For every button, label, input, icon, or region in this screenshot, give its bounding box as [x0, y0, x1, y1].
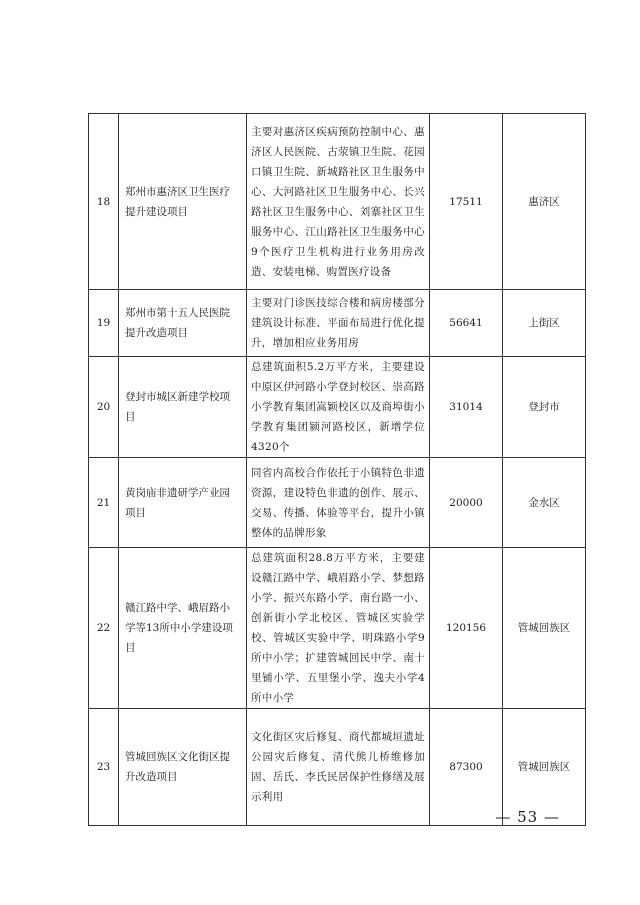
district: 惠济区	[503, 114, 586, 290]
project-content: 主要对门诊医技综合楼和病房楼部分建筑设计标准、平面布局进行优化提升，增加相应业务用房	[247, 290, 430, 357]
row-number: 21	[89, 458, 119, 548]
project-table	[88, 113, 586, 826]
investment-amount: 17511	[430, 114, 503, 290]
table-row	[89, 548, 586, 709]
row-number: 19	[89, 290, 119, 357]
row-number: 18	[89, 114, 119, 290]
page-number: — 53 —	[495, 808, 560, 826]
district: 金水区	[503, 458, 586, 548]
district: 上街区	[503, 290, 586, 357]
investment-amount: 120156	[430, 548, 503, 709]
project-name: 赣江路中学、峨眉路小学等13所中小学建设项目	[119, 548, 247, 709]
project-content: 总建筑面积28.8万平方米，主要建设赣江路中学、峨眉路小学、梦想路小学、振兴东路小学、南台路一小、创新街小学北校区、管城区实验学校、管城区实验中学、明珠路小学9所中小学；扩建管城回民中学、南十里铺小学、五里堡小学、逸夫小学4所中小学	[247, 548, 430, 709]
row-number: 22	[89, 548, 119, 709]
investment-amount: 20000	[430, 458, 503, 548]
table-row	[89, 114, 586, 290]
project-content: 同省内高校合作依托于小镇特色非遗资源，建设特色非遗的创作、展示、交易、传播、体验等平台，提升小镇整体的品牌形象	[247, 458, 430, 548]
project-content: 总建筑面积5.2万平方米，主要建设中原区伊河路小学登封校区、崇高路小学教育集团嵩颖校区以及商埠街小学教育集团颍河路校区，新增学位4320个	[247, 357, 430, 458]
investment-amount: 56641	[430, 290, 503, 357]
table-row	[89, 290, 586, 357]
row-number: 20	[89, 357, 119, 458]
table-row	[89, 357, 586, 458]
project-name: 郑州市惠济区卫生医疗提升建设项目	[119, 114, 247, 290]
investment-amount: 31014	[430, 357, 503, 458]
project-name: 黄岗庙非遗研学产业园项目	[119, 458, 247, 548]
project-name: 登封市城区新建学校项目	[119, 357, 247, 458]
project-content: 主要对惠济区疾病预防控制中心、惠济区人民医院、古荥镇卫生院、花园口镇卫生院、新城路社区卫生服务中心、大河路社区卫生服务中心、长兴路社区卫生服务中心、刘寨社区卫生服务中心、江山路社区卫生服务中心9个医疗卫生机构进行业务用房改造、安装电梯、购置医疗设备	[247, 114, 430, 290]
project-content: 文化街区灾后修复、商代都城垣遗址公园灾后修复、清代熊儿桥维修加固、岳氏、李氏民居保护性修缮及展示利用	[247, 709, 430, 826]
district: 管城回族区	[503, 709, 586, 826]
district: 登封市	[503, 357, 586, 458]
project-name: 郑州市第十五人民医院提升改造项目	[119, 290, 247, 357]
row-number: 23	[89, 709, 119, 826]
district: 管城回族区	[503, 548, 586, 709]
project-name: 管城回族区文化街区提升改造项目	[119, 709, 247, 826]
investment-amount: 87300	[430, 709, 503, 826]
table-row	[89, 458, 586, 548]
